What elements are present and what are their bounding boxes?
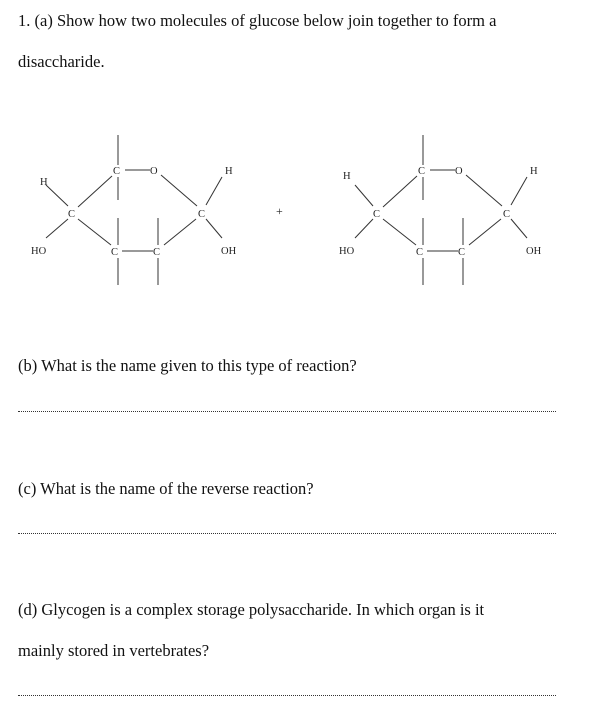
bond bbox=[78, 176, 112, 207]
atom-label-o: O bbox=[150, 166, 158, 177]
glucose-molecule-left bbox=[31, 135, 237, 285]
answer-line-d[interactable] bbox=[18, 695, 556, 696]
question-1d-line1: (d) Glycogen is a complex storage polysaccharide. In which organ is it bbox=[18, 600, 485, 619]
answer-line-c[interactable] bbox=[18, 533, 556, 534]
question-1a-line2: disaccharide. bbox=[18, 52, 105, 71]
atom-label-c: C bbox=[113, 166, 121, 177]
bond bbox=[161, 175, 197, 206]
question-1c: (c) What is the name of the reverse reaction? bbox=[18, 479, 314, 498]
atom-label-c: C bbox=[503, 209, 511, 220]
atom-label-h: H bbox=[530, 166, 538, 177]
bond bbox=[78, 219, 111, 245]
atom-label-h: H bbox=[225, 166, 233, 177]
bond bbox=[206, 219, 222, 238]
bond bbox=[383, 219, 416, 245]
atom-label-c: C bbox=[68, 209, 76, 220]
glucose-molecules-diagram bbox=[0, 125, 589, 295]
atom-label-h: H bbox=[40, 177, 48, 188]
atom-label-o: O bbox=[455, 166, 463, 177]
atom-label-c: C bbox=[458, 247, 466, 258]
atom-label-c: C bbox=[198, 209, 206, 220]
atom-label-h: H bbox=[343, 171, 351, 182]
atom-label-oh: OH bbox=[221, 246, 237, 257]
glucose-molecule-right bbox=[339, 135, 542, 285]
plus-sign: + bbox=[276, 204, 283, 218]
bond bbox=[511, 219, 527, 238]
bond bbox=[466, 175, 502, 206]
bond bbox=[355, 185, 373, 206]
bond bbox=[469, 219, 501, 245]
atom-label-c: C bbox=[416, 247, 424, 258]
bond bbox=[46, 219, 68, 238]
bond bbox=[355, 219, 373, 238]
atom-label-c: C bbox=[373, 209, 381, 220]
atom-label-ho: HO bbox=[31, 246, 47, 257]
atom-label-ho: HO bbox=[339, 246, 355, 257]
question-1a-line1: 1. (a) Show how two molecules of glucose below join together to form a bbox=[18, 11, 497, 30]
answer-line-b[interactable] bbox=[18, 411, 556, 412]
bond bbox=[164, 219, 196, 245]
atom-label-c: C bbox=[153, 247, 161, 258]
question-1b: (b) What is the name given to this type of reaction? bbox=[18, 356, 357, 375]
bond bbox=[383, 176, 417, 207]
question-1d-line2: mainly stored in vertebrates? bbox=[18, 641, 210, 660]
atom-label-oh: OH bbox=[526, 246, 542, 257]
atom-label-c: C bbox=[418, 166, 426, 177]
bond bbox=[206, 177, 222, 205]
bond bbox=[46, 185, 68, 206]
atom-label-c: C bbox=[111, 247, 119, 258]
bond bbox=[511, 177, 527, 205]
